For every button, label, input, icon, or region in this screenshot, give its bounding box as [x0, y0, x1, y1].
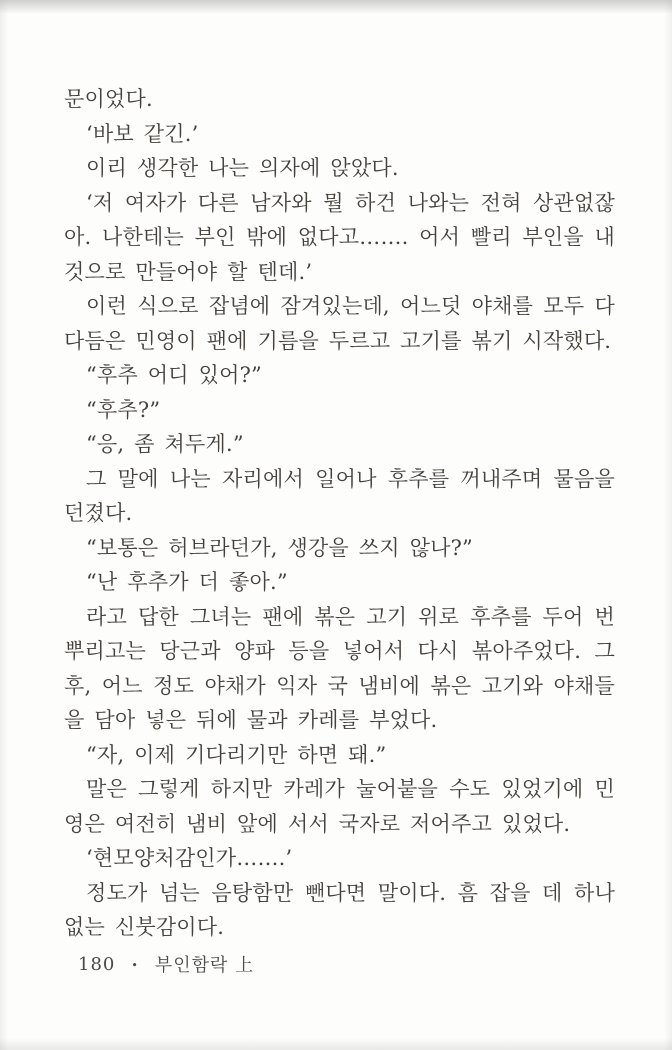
paragraph: 이리 생각한 나는 의자에 앉았다. [86, 156, 399, 180]
paragraph: ‘바보 같긴.’ [86, 121, 199, 146]
book-title: 부인함락 上 [154, 955, 255, 976]
body-text [64, 82, 615, 945]
scan-shadow-left [0, 0, 8, 1050]
paragraph: “후추?” [86, 397, 161, 422]
scan-shadow-top [0, 0, 672, 14]
scan-shadow-bottom [0, 1038, 672, 1050]
paragraph: 이런 식으로 잡념에 잠겨있는데, 어느덧 야채를 모두 다 다듬은 민영이 팬에 기름을 두르고 고기를 볶기 시작했다. [64, 294, 615, 353]
paragraph: 문이었다. [64, 87, 153, 111]
paragraph: ‘저 여자가 다른 남자와 뭘 하건 나와는 전혀 상관없잖아. 나한테는 부인 밖에 없다고……. 어서 빨리 부인을 내 것으로 만들어야 할 텐데.’ [64, 190, 615, 284]
paragraph: 정도가 넘는 음탕함만 뺀다면 말이다. 흠 잡을 데 하나 없는 신붓감이다. [64, 880, 615, 939]
paragraph: 라고 답한 그녀는 팬에 볶은 고기 위로 후추를 두어 번 뿌리고는 당근과 양파 등을 넣어서 다시 볶아주었다. 그 후, 어느 정도 야채가 익자 국 냄비에 볶은 고기와 야채들을 담아 넣은 뒤에 물과 카레를 부었다. [64, 604, 615, 732]
paragraph: “자, 이제 기다리기만 하면 돼.” [86, 742, 387, 767]
scan-shadow-right [664, 0, 672, 1050]
paragraph: “난 후추가 더 좋아.” [86, 570, 288, 594]
paragraph: ‘현모양처감인가…….’ [86, 846, 293, 870]
paragraph: “보통은 허브라던가, 생강을 쓰지 않나?” [86, 535, 473, 560]
page-number: 180 [78, 953, 116, 975]
paragraph: 말은 그렇게 하지만 카레가 눌어붙을 수도 있었기에 민영은 여전히 냄비 앞에 서서 국자로 저어주고 있었다. [64, 777, 615, 836]
footer-bullet-icon: • [131, 958, 139, 972]
paragraph: “후추 어디 있어?” [86, 363, 262, 387]
page-footer [78, 951, 254, 977]
paragraph: “응, 좀 쳐두게.” [86, 432, 244, 456]
paragraph: 그 말에 나는 자리에서 일어나 후추를 꺼내주며 물음을 던졌다. [64, 466, 615, 525]
